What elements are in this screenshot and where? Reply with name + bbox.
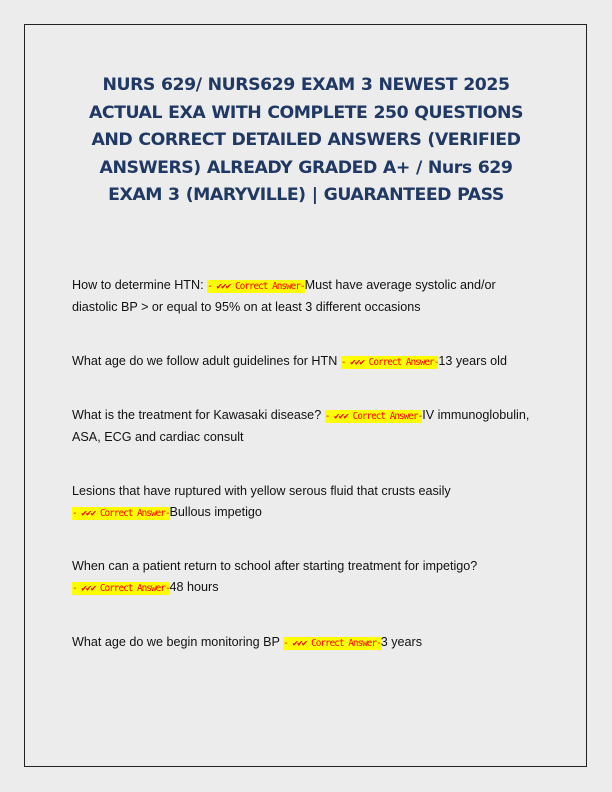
answer-text: 13 years old	[438, 354, 507, 368]
document-title: NURS 629/ NURS629 EXAM 3 NEWEST 2025 ACTUAL EXA WITH COMPLETE 250 QUESTIONS AND CORRECT DETAILED ANSWERS (VERIFIED ANSWERS) ALREADY GRADED A+ / Nurs 629 EXAM 3 (MARYVILLE) | GUARANTEED PASS	[89, 75, 523, 205]
question-text: What is the treatment for Kawasaki disease?	[72, 408, 325, 422]
correct-answer-tag: - ✔✔✔ Correct Answer-	[72, 583, 170, 594]
answer-text: 48 hours	[169, 580, 219, 594]
qa-item	[72, 481, 542, 524]
correct-answer-tag: - ✔✔✔ Correct Answer-	[207, 281, 305, 292]
question-text: How to determine HTN:	[72, 278, 208, 292]
correct-answer-tag: - ✔✔✔ Correct Answer-	[324, 411, 423, 422]
question-text: When can a patient return to school after starting treatment for impetigo?	[72, 559, 478, 573]
answer-text: 3 years	[380, 635, 423, 649]
correct-answer-tag: - ✔✔✔ Correct Answer-	[340, 357, 439, 368]
qa-item	[72, 351, 542, 373]
correct-answer-tag: - ✔✔✔ Correct Answer-	[72, 508, 170, 519]
qa-item	[72, 632, 542, 654]
question-text: What age do we follow adult guidelines for HTN	[72, 354, 341, 368]
answer-text: Bullous impetigo	[169, 505, 262, 519]
correct-answer-tag: - ✔✔✔ Correct Answer-	[283, 638, 381, 649]
qa-item	[72, 275, 542, 318]
question-text: What age do we begin monitoring BP	[72, 635, 284, 649]
qa-item	[72, 556, 542, 599]
answer-text: IV immunoglobulin, ASA, ECG and cardiac consult	[72, 408, 530, 444]
qa-item	[72, 405, 542, 448]
answer-text: Must have average systolic and/or diastolic BP > or equal to 95% on at least 3 different occasions	[72, 278, 496, 314]
question-text: Lesions that have ruptured with yellow serous fluid that crusts easily	[72, 484, 451, 498]
